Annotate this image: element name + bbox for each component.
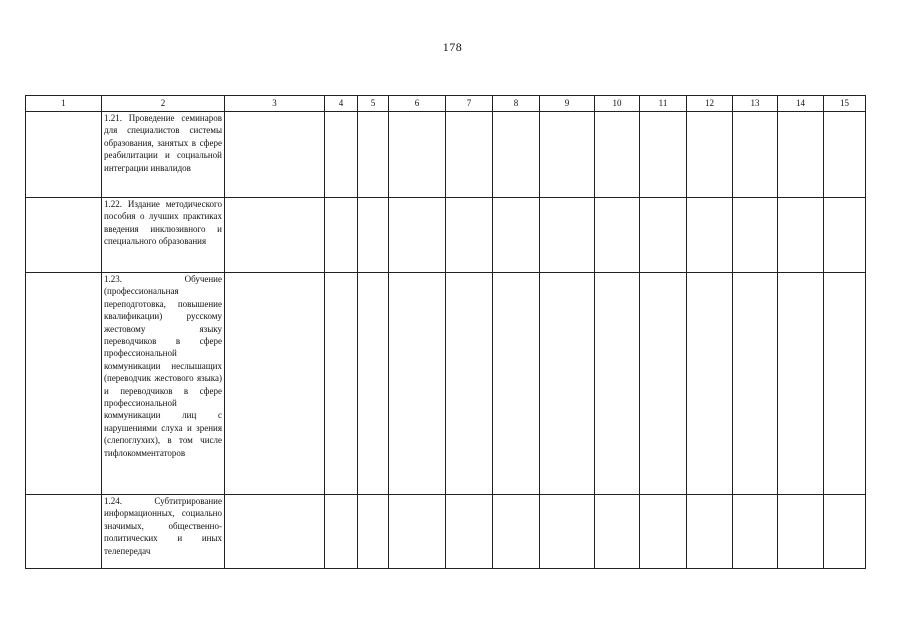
table-cell <box>225 198 325 273</box>
row-description: 1.23. Обучение (профессиональная переподготовка, повышение квалификации) русскому жестовому языку переводчиков в сфере профессиональной коммуникации неслышащих (переводчик жестового языка) и переводчиков в сфере профессиональной коммуникации лиц с нарушениями слуха и зрения (слепоглухих), в том числе тифлокомментаторов <box>102 273 225 495</box>
table-row <box>26 273 866 495</box>
table-cell <box>733 112 778 198</box>
col-header-11: 11 <box>640 96 687 112</box>
table-cell <box>446 495 493 569</box>
table-cell <box>446 273 493 495</box>
col-header-6: 6 <box>389 96 446 112</box>
table-cell <box>595 198 640 273</box>
table-cell <box>493 198 540 273</box>
table-row <box>26 198 866 273</box>
table-cell <box>325 198 358 273</box>
table-cell <box>26 273 102 495</box>
table-cell <box>595 112 640 198</box>
table-cell <box>493 495 540 569</box>
table-cell <box>687 495 733 569</box>
table-cell <box>640 112 687 198</box>
table-cell <box>824 112 866 198</box>
table-cell <box>824 273 866 495</box>
table-row <box>26 495 866 569</box>
table-cell <box>446 112 493 198</box>
col-header-2: 2 <box>102 96 225 112</box>
col-header-7: 7 <box>446 96 493 112</box>
table-cell <box>225 112 325 198</box>
table-cell <box>389 495 446 569</box>
table-row <box>26 112 866 198</box>
col-header-5: 5 <box>358 96 389 112</box>
table-cell <box>325 273 358 495</box>
table-cell <box>540 198 595 273</box>
table-cell <box>493 112 540 198</box>
table-cell <box>824 495 866 569</box>
row-description: 1.22. Издание методического пособия о лучших практиках введения инклюзивного и специального образования <box>102 198 225 273</box>
table-cell <box>778 198 824 273</box>
table-cell <box>225 495 325 569</box>
col-header-10: 10 <box>595 96 640 112</box>
program-table <box>25 95 866 569</box>
col-header-1: 1 <box>26 96 102 112</box>
row-description: 1.21. Проведение семинаров для специалистов системы образования, занятых в сфере реабилитации и социальной интеграции инвалидов <box>102 112 225 198</box>
table-cell <box>733 273 778 495</box>
table-cell <box>389 198 446 273</box>
table-cell <box>225 273 325 495</box>
table-cell <box>325 112 358 198</box>
table-cell <box>687 273 733 495</box>
col-header-9: 9 <box>540 96 595 112</box>
table-cell <box>389 112 446 198</box>
table-cell <box>26 495 102 569</box>
table-cell <box>325 495 358 569</box>
table-cell <box>640 198 687 273</box>
table-cell <box>358 273 389 495</box>
col-header-8: 8 <box>493 96 540 112</box>
table-cell <box>733 495 778 569</box>
table-cell <box>595 495 640 569</box>
table-cell <box>595 273 640 495</box>
table-cell <box>389 273 446 495</box>
table-cell <box>778 273 824 495</box>
table-cell <box>446 198 493 273</box>
table-cell <box>778 112 824 198</box>
table-cell <box>26 112 102 198</box>
row-description: 1.24. Субтитрирование информационных, социально значимых, общественно-политических и иных телепередач <box>102 495 225 569</box>
table-cell <box>733 198 778 273</box>
table-cell <box>540 495 595 569</box>
col-header-3: 3 <box>225 96 325 112</box>
col-header-4: 4 <box>325 96 358 112</box>
table-cell <box>540 273 595 495</box>
col-header-15: 15 <box>824 96 866 112</box>
table-cell <box>540 112 595 198</box>
header-row <box>26 96 866 112</box>
col-header-12: 12 <box>687 96 733 112</box>
col-header-14: 14 <box>778 96 824 112</box>
table-cell <box>493 273 540 495</box>
table-cell <box>687 112 733 198</box>
table-cell <box>778 495 824 569</box>
table-cell <box>640 273 687 495</box>
table-cell <box>358 198 389 273</box>
table-cell <box>687 198 733 273</box>
table-cell <box>358 495 389 569</box>
table-cell <box>640 495 687 569</box>
table-cell <box>358 112 389 198</box>
table-cell <box>26 198 102 273</box>
page-number: 178 <box>442 40 463 54</box>
table-cell <box>824 198 866 273</box>
col-header-13: 13 <box>733 96 778 112</box>
